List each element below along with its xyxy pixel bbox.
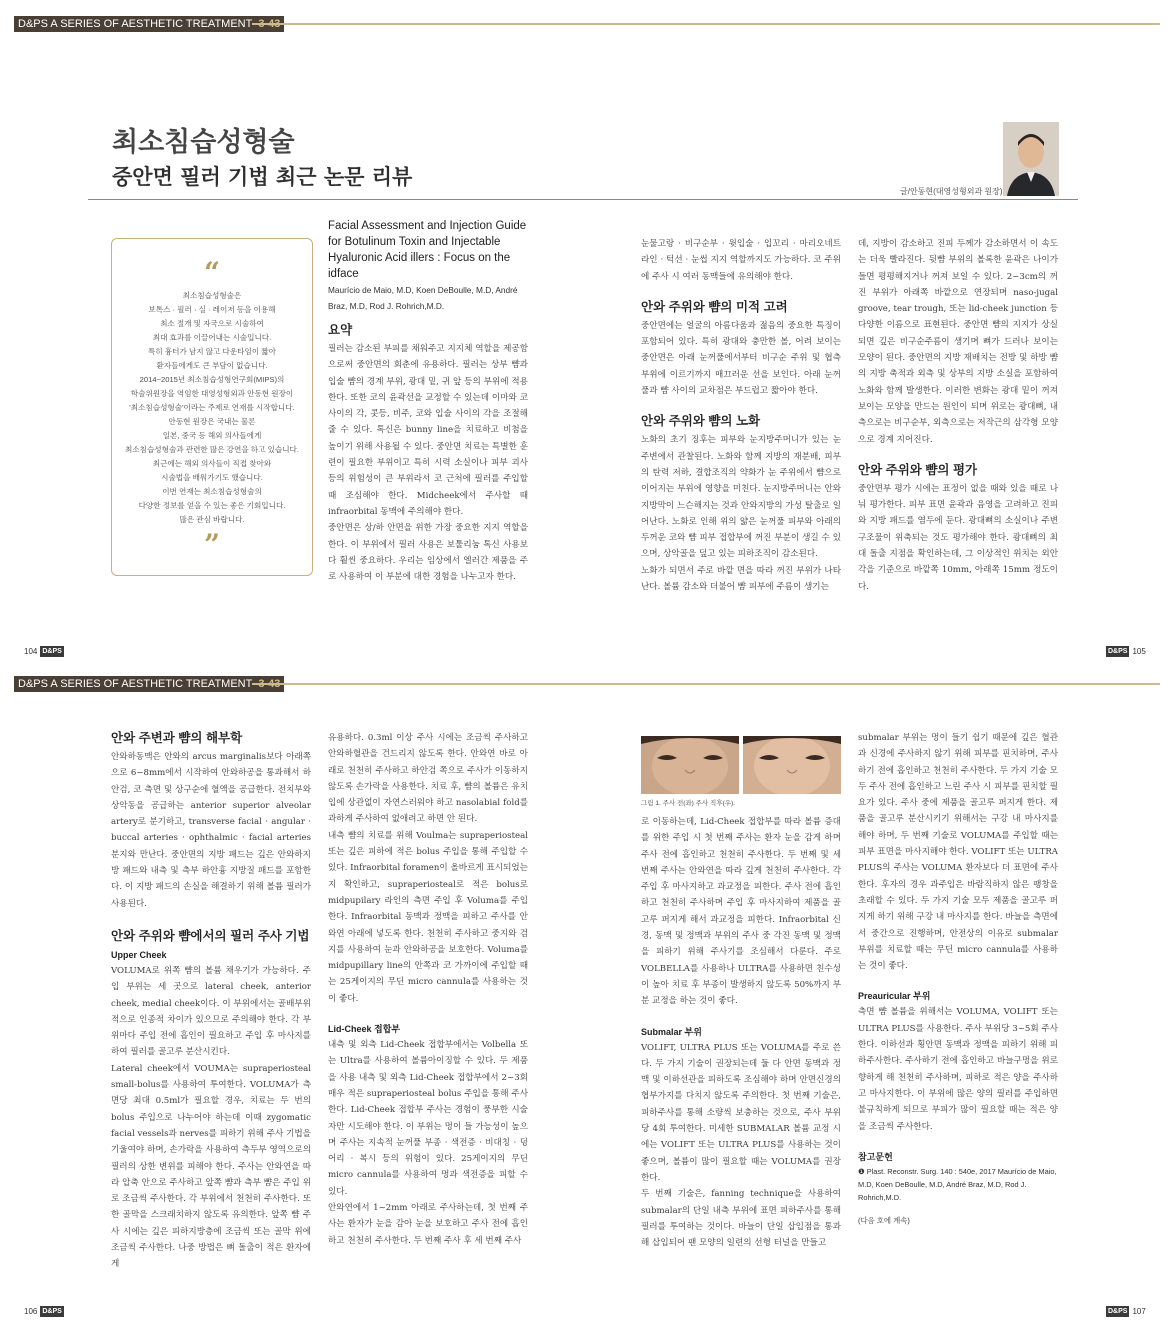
preauricular-heading: Preauricular 부위 xyxy=(858,991,931,1002)
aging-text: 노화의 초기 징후는 피부와 눈지방주머니가 있는 눈 주변에서 관찰된다. 노화와 함께 지방의 재분배, 피부의 탄력 저하, 결합조직의 약화가 눈 주위에서 뺨으로 이어지는 부위에 영향을 미친다. 눈지방주머니는 안와지방막이 느슨해지는 것과 안와지방의 가성 탈출로 일어난다. 노화로 인해 위의 얇은 눈꺼풀 피부와 아래의 두꺼운 코와 뺨 피부 접합부에 꺼진 부분이 생길 수 있으며, 상악골을 덮고 있는 피하조직이 감소된다. xyxy=(641,435,841,560)
preauricular-text: 측면 뺨 볼륨을 위해서는 VOLUMA, VOLIFT 또는 ULTRA PLUS를 사용한다. 주사 부위당 3~5회 주사한다. 이하선과 횡안면 동맥과 정맥을 피하기 위해 피하주사한다. 주사하기 전에 흡인하고 바늘구멍을 위로 향하게 해 천천히 주사하며, 피하로 적은 양을 주사하고 마사지한다. 이 부위에 많은 양의 필러를 주입하면 불규칙하게 되므로 부피가 많이 필요할 때는 적은 양을 조금씩 주사한다. xyxy=(858,1007,1058,1132)
dps-logo-icon: D&PS xyxy=(1108,1308,1128,1315)
author-photo xyxy=(1003,122,1059,196)
header-rule xyxy=(252,23,1160,25)
lid-cheek-text: 내측 및 외측 Lid-Cheek 접합부에서는 Volbella 또는 Ultra를 사용하여 볼륨아이징할 수 있다. 두 제품을 사용 내측 및 외측 Lid-Cheek 접합부에서 2~3회 매우 적은 supraperiosteal bolus 주입을 통해 주사한다. Lid-Cheek 접합부 주사는 경험이 풍부한 시술자만 시도해야 한다. 이 부위는 멍이 들 가능성이 높으며 주사는 지속적 눈꺼풀 부종 · 색전증 · 비대칭 · 덩어리 · 복시 등의 위험이 있다. 25게이지의 무딘 micro cannula를 사용하여 멍과 색전증을 피할 수 있다. xyxy=(328,1040,528,1197)
lid-cheek-heading: Lid-Cheek 접합부 xyxy=(328,1024,401,1035)
col4-text: submalar 부위는 멍이 들기 쉽기 때문에 깊은 혈관과 신경에 주사하지 않기 위해 피부를 핀치하며, 주사하기 전에 흡인하고 천천히 주사한다. 두 가지 기술 모두 주사 전에 흡인하고 느린 주사 시 피부를 핀치할 필요가 있다. 주사 중에 제품을 골고루 퍼지게 한다. 제품을 골고루 분산시키기 위해서는 구강 내 마사지를 해야 하며, 두 번째 기술로 VOLUMA를 주입할 때는 피부 표면을 마사지해야 한다. VOLIFT 또는 ULTRA PLUS의 주사는 VOLUMA 환자보다 더 표면에 주사한다. 후자의 경우 과주입은 바람직하지 않은 팽창을 초래할 수 있다. 두 가지 기술 모두 제품을 골고루 퍼지게 하기 위해 구강 내 마사지를 한다. 바늘을 측면에서 중간으로 진행하며, 안전상의 이유로 submalar 부위를 치료할 때는 무딘 micro cannula를 사용하는 것이 좋다. xyxy=(858,733,1058,972)
summary-column xyxy=(328,218,528,598)
authors: Maurício de Maio, M.D, Koen DeBoulle, M.D, André Braz, M.D, Rod J. Rohrich,M.D. xyxy=(328,285,518,311)
anatomy-text: 안와하동맥은 안와의 arcus marginalis보다 아래쪽으로 6~8mm에서 시작하여 안와하공을 통과해서 하안검, 코 측면 및 상구순에 혈액을 공급한다. 전치부와 상악동을 공급하는 anterior superior alveolar artery로 분기하고, transverse facial · angular · buccal arteries · ophthalmic · facial arteries 분지와 만난다. 중안면의 지방 패드는 깊은 안와하지방 패드와 내측 및 측부 하안흉 지방질 패드를 포함한다. 이 지방 패드의 손실을 해결하기 위해 볼륨 필러가 사용된다. xyxy=(111,752,311,909)
aesthetic-heading: 안와 주위와 뺨의 미적 고려 xyxy=(641,299,788,314)
upper-cheek-heading: Upper Cheek xyxy=(111,949,167,960)
page-number-right: D&PS 105 xyxy=(1108,647,1146,656)
page-number-right-2: D&PS 107 xyxy=(1108,1307,1146,1316)
submalar-column xyxy=(641,814,841,1274)
submalar-heading: Submalar 부위 xyxy=(641,1026,702,1037)
summary-heading: 요약 xyxy=(328,323,353,337)
page-number-left: 104 D&PS xyxy=(24,647,62,656)
aging-text-2: 노화가 되면서 주로 바깥 면을 따라 꺼진 부위가 나타난다. 볼륨 감소와 더불어 뺨 피부에 주름이 생기는 xyxy=(641,565,841,593)
figure-caption: 그림 1. 주사 전(좌) 주사 직후(우). xyxy=(641,800,735,807)
col4-text: 데, 지방이 감소하고 진피 두께가 감소하면서 이 속도는 더욱 빨라진다. 뒷뺨 부위의 볼록한 윤곽은 나이가 들면 평평해지거나 꺼져 보일 수 있다. 2~3cm의 꺼진 부위가 아래쪽 바깥으로 연장되며 naso-jugal groove, tear trough, 또는 lid-cheek junction 등 다양한 이름으로 표현된다. 중안면 뺨의 지지가 상실되면 깊은 비구순주름이 생기며 뼈가 드러나 보이는 모양이 된다. 중안면의 지방 재배치는 전방 및 하방 뺨의 지방 축적과 외측 및 상부의 지방 소실을 포함하여 노화와 함께 발생한다. 이러한 변화는 광대 밑이 꺼져 보이는 모양을 만드는 원인이 되며 위로는 광대뼈, 내측으로는 비구순부, 외측으로는 저작근의 삼각형 모양으로 경계 지어진다. xyxy=(858,239,1058,445)
dps-logo-icon: D&PS xyxy=(42,648,62,655)
author-portrait-icon xyxy=(1003,122,1059,196)
anatomy-heading: 안와 주변과 뺨의 해부학 xyxy=(111,731,243,745)
evaluation-heading: 안와 주위와 뺨의 평가 xyxy=(858,462,978,477)
col3-intro: 눈물고랑 · 비구순부 · 윗입술 · 입꼬리 · 마리오네트 라인 · 턱선 · 눈썹 지지 역할까지도 가능하다. 코 주위에 주사 시 여러 동맥들에 유의해야 한다. xyxy=(641,239,841,282)
injection-heading: 안와 주위와 뺨에서의 필러 주사 기법 xyxy=(111,928,310,943)
page-title: 최소침습성형술 xyxy=(112,127,295,158)
col2-text-2: 내측 뺨의 치료를 위해 Voulma는 supraperiosteal 또는 깊은 피하에 적은 bolus 주입을 통해 주입할 수 있다. Infraorbital foramen이 올바르게 표시되었는지 확인하고, supraperiosteal로 적은 bolus로 midpupilary 라인의 측면 주입 후 Voluma를 주입한다. Infraorbital 동맥과 정맥을 피하고 주사를 안와연 아래에 넣도록 한다. 천천히 주사하고 중지와 검지를 사용하여 눈과 안와하공을 보호한다. Voluma를 midpupillary line의 안쪽과 코 가까이에 주입할 때는 25게이지의 무딘 micro cannula를 사용하는 것이 좋다. xyxy=(328,830,528,1004)
english-title: Facial Assessment and Injection Guide for Botulinum Toxin and Injectable Hyaluronic Acid illers : Focus on the idface xyxy=(328,220,527,280)
header-rule-2 xyxy=(252,683,1160,685)
dps-logo-icon: D&PS xyxy=(1108,648,1128,655)
dps-logo: D&PS xyxy=(18,18,48,30)
aesthetic-column xyxy=(641,236,841,598)
intro-text: 최소침습성형술은 보톡스 · 필러 · 실 · 레이저 등을 이용해 최소 절개 및 자국으로 시술하여 최대 효과를 이끌어내는 시술입니다. 특히 흉터가 남지 않고 다운타임이 짧아 환자들에게도 큰 부담이 없습니다. 2014~2015년 최소침습성형연구회(MIPS)의 학술위원장을 역임한 대영성형외과 안동현 원장이 '최소침습성형술'이라는 주제로 연재를 시작합니다. 안동현 원장은 국내는 물론 일본, 중국 등 해외 의사들에게 최소침습성형술과 관련한 많은 강연을 하고 있습니다. 최근에는 해외 의사들이 직접 찾아와 시술법을 배워가기도 했습니다. 이번 연재는 최소침습성형술의 다양한 정보를 얻을 수 있는 좋은 기회입니다. 많은 관심 바랍니다. xyxy=(124,291,300,524)
before-photo-icon xyxy=(641,736,739,794)
page-subtitle: 중안면 필러 기법 최근 논문 리뷰 xyxy=(112,164,413,189)
dps-logo-icon: D&PS xyxy=(42,1308,62,1315)
evaluation-text: 중안면부 평가 시에는 표정이 없을 때와 있을 때로 나눠 평가한다. 피부 표면 윤곽과 음영을 고려하고 진피와 지방 패드를 염두에 둔다. 광대뼈의 소실이나 주변 구조물이 위축되는 것도 평가해야 한다. 광대뼈의 최대 돌출 지점을 확인하는데, 그 이상적인 위치는 외안각을 기준으로 바깥쪽 10mm, 아래쪽 15mm 정도이다. xyxy=(858,483,1058,592)
page-number-left-2: 106 D&PS xyxy=(24,1307,62,1316)
preauricular-column xyxy=(858,730,1058,1275)
after-photo-icon xyxy=(743,736,841,794)
close-quote-icon: ” xyxy=(203,528,221,561)
summary-text-2: 중안면은 상/하 안면을 위한 가장 중요한 지지 역할을 한다. 이 부위에서 필러 사용은 보툴리눔 톡신 사용보다 훨씬 중요하다. 우리는 임상에서 엘러간 제품을 주로 사용하여 이 부분에 대한 경험을 나누고자 한다. xyxy=(328,523,528,583)
series-header-2: D&PS A SERIES OF AESTHETIC TREATMENT xyxy=(14,676,284,692)
upper-cheek-text-2: Lateral cheek에서 VOUMA는 supraperiosteal small-bolus를 사용하여 투여한다. VOLUMA가 측면당 최대 0.5ml가 필요할 경우, 치료는 두 번의 bolus 주입으로 나누어야 하는데 이때 zygomatic facial vessels과 nerves를 피하기 위해 주사 기법을 기울여야 하며, 손가락을 사용하여 측두부 영역으로의 필러의 상한 변위를 피해야 한다. 주사는 안와연을 따라 압축 안으로 주사하고 앞쪽 뺨과 측부 뺨은 주입 위로 조금씩 주사한다. 각 부위에서 천천히 주사한다. 또한 골막을 스크래치하지 않도록 유의한다. 앞쪽 뺨 주사 시에는 깊은 피하지방층에 조금씩 또는 골막 위에 조금씩 주사한다. 나중 방법은 뼈 돌출이 적은 환자에게 xyxy=(111,1063,311,1270)
lid-cheek-text-2: 안와연에서 1~2mm 아래로 주사하는데, 첫 번째 주사는 환자가 눈을 감아 눈을 보호하고 주사 전에 흡인하고 천천히 주사한다. 두 번째 주사 후 세 번째 주사 xyxy=(328,1203,528,1246)
open-quote-icon: “ xyxy=(203,256,221,289)
title-rule xyxy=(88,199,1078,200)
series-label: A SERIES OF AESTHETIC TREATMENT xyxy=(50,18,253,30)
reference-text: Plast. Reconstr. Surg. 140 : 540e, 2017 Maurício de Maio, M.D, Koen DeBoulle, M.D, André Braz, M.D, Rod J. Rohrich,M.D. xyxy=(858,1166,1057,1202)
byline: 글/안동현(대영성형외과 원장) xyxy=(900,187,1003,196)
intro-quote-box xyxy=(111,238,313,576)
references-heading: 참고문헌 xyxy=(858,1151,893,1162)
reference-marker-icon: ❶ xyxy=(858,1166,865,1176)
aesthetic-text: 중안면에는 얼굴의 아름다움과 젊음의 중요한 특징이 포함되어 있다. 특히 광대와 충만한 볼, 어려 보이는 중안면은 아래 눈꺼풀에서부터 비구순 주위 및 협측 부위에 이르기까지 매끄러운 선을 보인다. 아래 눈꺼풀과 뺨 사이의 교차점은 부드럽고 짧아야 한다. xyxy=(641,320,841,397)
col2-text: 유용하다. 0.3ml 이상 주사 시에는 조금씩 주사하고 안와하혈관을 건드리지 않도록 한다. 안와연 바로 아래로 천천히 주사하고 하안검 쪽으로 주사가 이동하지 않도록 손가락을 사용한다. 치료 후, 뺨의 볼륨은 유치입에 상관없이 자연스러워야 하고 nasolabial fold를 과하게 주사하여 없애려고 하면 안 된다. xyxy=(328,733,528,825)
col3-text: 로 이동하는데, Lid-Cheek 접합부를 따라 볼륨 증대를 위한 주입 시 첫 번째 주사는 환자 눈을 감게 하며 주사 전에 흡인하고 천천히 주사한다. 두 번째 및 세 번째 주사는 안와연을 따라 깊게 천천히 주사한다. 각 주입 후 마사지하고 과교정을 피한다. 주사 전에 흡인하고 천천히 주사하며 주입 후 마사지하여 제품을 골고루 퍼지게 해서 과교정을 피한다. Infraorbital 신경, 동맥 및 정맥과 부위의 주사 중 각진 동맥 및 정맥을 피하기 위해 주사기를 조심해서 다룬다. 주로 VOLBELLA를 사용하나 ULTRA를 사용하면 친수성이 높아 치료 후 부종이 발생하지 않도록 50%까지 부분 교정을 하는 것이 좋다. xyxy=(641,817,841,1007)
aging-heading: 안와 주위와 뺨의 노화 xyxy=(641,414,761,429)
anatomy-column xyxy=(111,730,311,1275)
submalar-text: VOLIFT, ULTRA PLUS 또는 VOLUMA를 주로 쓴다. 두 가지 기술이 권장되는데 둘 다 안면 동맥과 정맥 및 이하선관을 피하도록 조심해야 하며 안면신경의 협부가지를 다치지 않도록 주의한다. 첫 번째 기술은, 피하주사를 통해 소량씩 보충하는 것으로, 주사 부위당 4회 투여한다. 미세한 SUBMALAR 볼륨 교정 시에는 VOLIFT 또는 ULTRA PLUS를 사용하는 것이 좋으며, 볼륨이 많이 필요할 때는 VOLUMA를 권장한다. xyxy=(641,1042,841,1183)
lid-cheek-column xyxy=(328,730,528,1275)
series-header xyxy=(14,16,284,32)
upper-cheek-text: VOLUMA로 위쪽 뺨의 볼륨 채우기가 가능하다. 주입 부위는 세 곳으로 lateral cheek, anterior cheek, medial cheek이다. 이 부위에서는 골배부위적으로 인종적 차이가 있으므로 주의해야 한다. 각 부위마다 주입 전에 흡인이 필요하고 주입 후 마사지를 하여 필러를 골고루 분산시킨다. xyxy=(111,965,311,1058)
summary-text: 필러는 감소된 부피를 채워주고 지지체 역할을 제공함으로써 중안면의 회춘에 유용하다. 필러는 상부 뺨과 입술 뺨의 경계 부위, 광대 밑, 귀 앞 등의 부위에 적용한다. 또한 코의 윤곽선을 교정할 수 있는데 이마와 코 사이의 각, 콧등, 비주, 코와 입술 사이의 각을 조절해 줄 수 있다. 톡신은 bunny line을 치료하고 비첨을 높이기 위해 사용될 수 있다. 중안면 치료는 특별한 훈련이 필요한 부위이고 특히 시력 소실이나 피부 괴사 등의 위험성이 큰 부위라서 코 근처에 필러를 주입할 때 조심해야 한다. Midcheek에서 주사할 때 infraorbital 동맥에 주의해야 한다. xyxy=(328,344,528,517)
evaluation-column xyxy=(858,236,1058,598)
submalar-text-2: 두 번째 기술은, fanning technique을 사용하여 submalar의 단일 내측 부위에 표면 피하주사를 통해 필러를 투여하는 것이다. 바늘이 단일 삽입점을 통과해 삽입되어 팬 모양의 일련의 선형 터널을 만들고 xyxy=(641,1189,841,1249)
continued-note: (다음 호에 계속) xyxy=(858,1215,910,1225)
figure-before-after xyxy=(641,736,841,794)
reference-item xyxy=(858,1165,1058,1204)
